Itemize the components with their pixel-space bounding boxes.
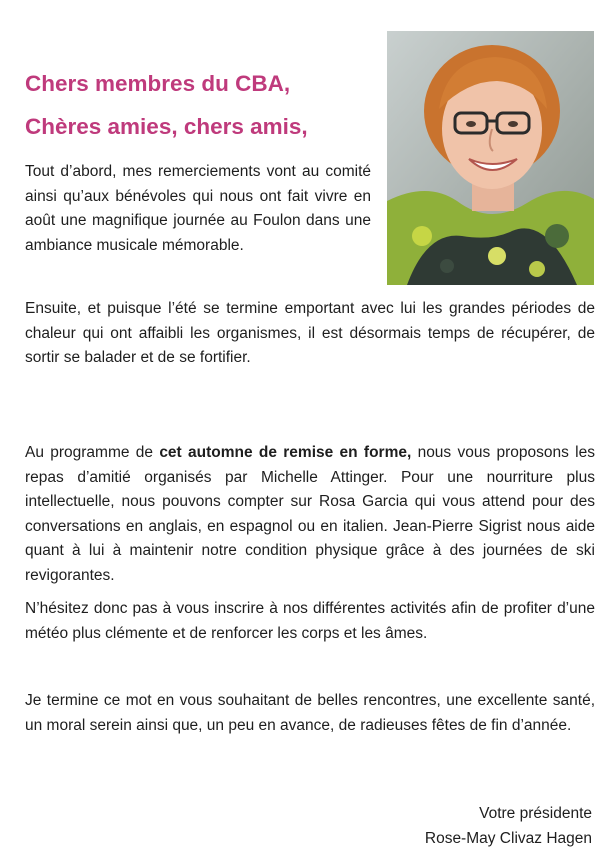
- paragraph-thanks: Tout d’abord, mes remerciements vont au comité ainsi qu’aux bénévoles qui nous ont fait vivre en août une magnifique journée au Foulon dans une ambiance musicale mémorable.: [25, 163, 371, 254]
- greeting-line-2: Chères amies, chers amis,: [25, 114, 308, 139]
- president-portrait-photo: [387, 31, 594, 285]
- portrait-illustration: [387, 31, 594, 285]
- paragraph-autumn-highlight: cet automne de remise en forme,: [159, 444, 412, 461]
- paragraph-summer-end: Ensuite, et puisque l’été se termine emportant avec lui les grandes périodes de chaleur qui ont affaibli les organismes, il est désormais temps de récupérer, de sortir se balader et de se fortifier.: [25, 300, 595, 366]
- paragraph-autumn-intro: Au programme de: [25, 444, 160, 461]
- signature-role: Votre présidente: [479, 805, 592, 822]
- signature-name: Rose-May Clivaz Hagen: [424, 830, 592, 847]
- greeting-line-1: Chers membres du CBA,: [25, 71, 291, 96]
- paragraph-autumn-program: [25, 441, 595, 588]
- paragraph-autumn-details: nous vous proposons les repas d’amitié organisés par Michelle Attinger. Pour une nourriture plus intellectuelle, nous pouvons compter sur Rosa Garcia qui vous attend pour des conversations en anglais, en espagnol ou en italien. Jean-Pierre Sigrist nous aide quant à lui à maintenir notre condition physique grâce à des journées de ski revigorantes.: [25, 444, 595, 584]
- paragraph-invitation: N’hésitez donc pas à vous inscrire à nos différentes activités afin de profiter d’une météo plus clémente et de renforcer les corps et les âmes.: [25, 600, 595, 642]
- paragraph-wishes: Je termine ce mot en vous souhaitant de belles rencontres, une excellente santé, un moral serein ainsi que, un peu en avance, de radieuses fêtes de fin d’année.: [25, 692, 595, 734]
